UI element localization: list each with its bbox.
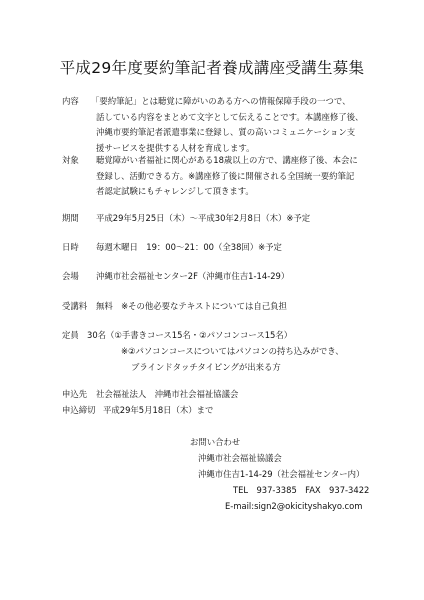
apply-to-label: 申込先: [62, 389, 88, 399]
content-line-2: 話している内容をまとめて文字として伝えることです。本講座修了後、: [96, 111, 364, 122]
contact-phone: TEL 937-3385 FAX 937-3422: [233, 485, 370, 495]
page-title: 平成29年度要約筆記者養成講座受講生募集: [59, 59, 365, 77]
apply-to-value: 社会福祉法人 沖縄市社会福祉協議会: [96, 389, 239, 399]
schedule-label: 日時: [62, 242, 79, 252]
schedule-value: 毎週木曜日 19：00～21：00（全38回）※予定: [96, 242, 282, 252]
capacity-label: 定員: [62, 330, 79, 340]
capacity-note-1: ※②パソコンコースについてはパソコンの持ち込みができ、: [121, 346, 344, 356]
target-line-2: 登録し、活動できる方。※講座修了後に開催される全国統一要約筆記: [96, 170, 355, 181]
venue-label: 会場: [62, 271, 79, 281]
capacity-note-2: ブラインドタッチタイピングが出来る方: [131, 362, 281, 372]
contact-heading: お問い合わせ: [190, 437, 241, 447]
content-line-1: 「要約筆記」とは聴覚に障がいのある方への情報保障手段の一つで、: [91, 96, 351, 106]
fee-value: 無料 ※その他必要なテキストについては自己負担: [96, 301, 287, 311]
contact-address: 沖縄市住吉1-14-29（社会福祉センター内）: [198, 469, 365, 479]
fee-label: 受講料: [62, 301, 88, 311]
period-value: 平成29年5月25日（木）～平成30年2月8日（木）※予定: [96, 213, 311, 223]
target-line-1: 聴覚障がい者福祉に関心がある18歳以上の方で、講座修了後、本会に: [96, 155, 358, 165]
content-line-3: 沖縄市要約筆記者派遣事業に登録し、質の高いコミュニケーション支: [96, 127, 356, 137]
target-label: 対象: [62, 155, 79, 165]
capacity-value: 30名（①手書きコース15名・②パソコンコース15名）: [87, 330, 293, 340]
content-label: 内容: [62, 96, 79, 106]
period-label: 期間: [62, 213, 79, 223]
deadline-label: 申込締切: [62, 405, 96, 415]
content-line-4: 援サービスを提供する人材を育成します。: [96, 142, 255, 153]
contact-org: 沖縄市社会福祉協議会: [198, 453, 282, 463]
deadline-value: 平成29年5月18日（木）まで: [103, 405, 214, 415]
target-line-3: 者認定試験にもチャレンジして頂きます。: [96, 186, 254, 196]
venue-value: 沖縄市社会福祉センター2F（沖縄市住吉1-14-29）: [96, 271, 290, 281]
contact-email[interactable]: E-mail:sign2@okicityshakyo.com: [225, 501, 363, 511]
